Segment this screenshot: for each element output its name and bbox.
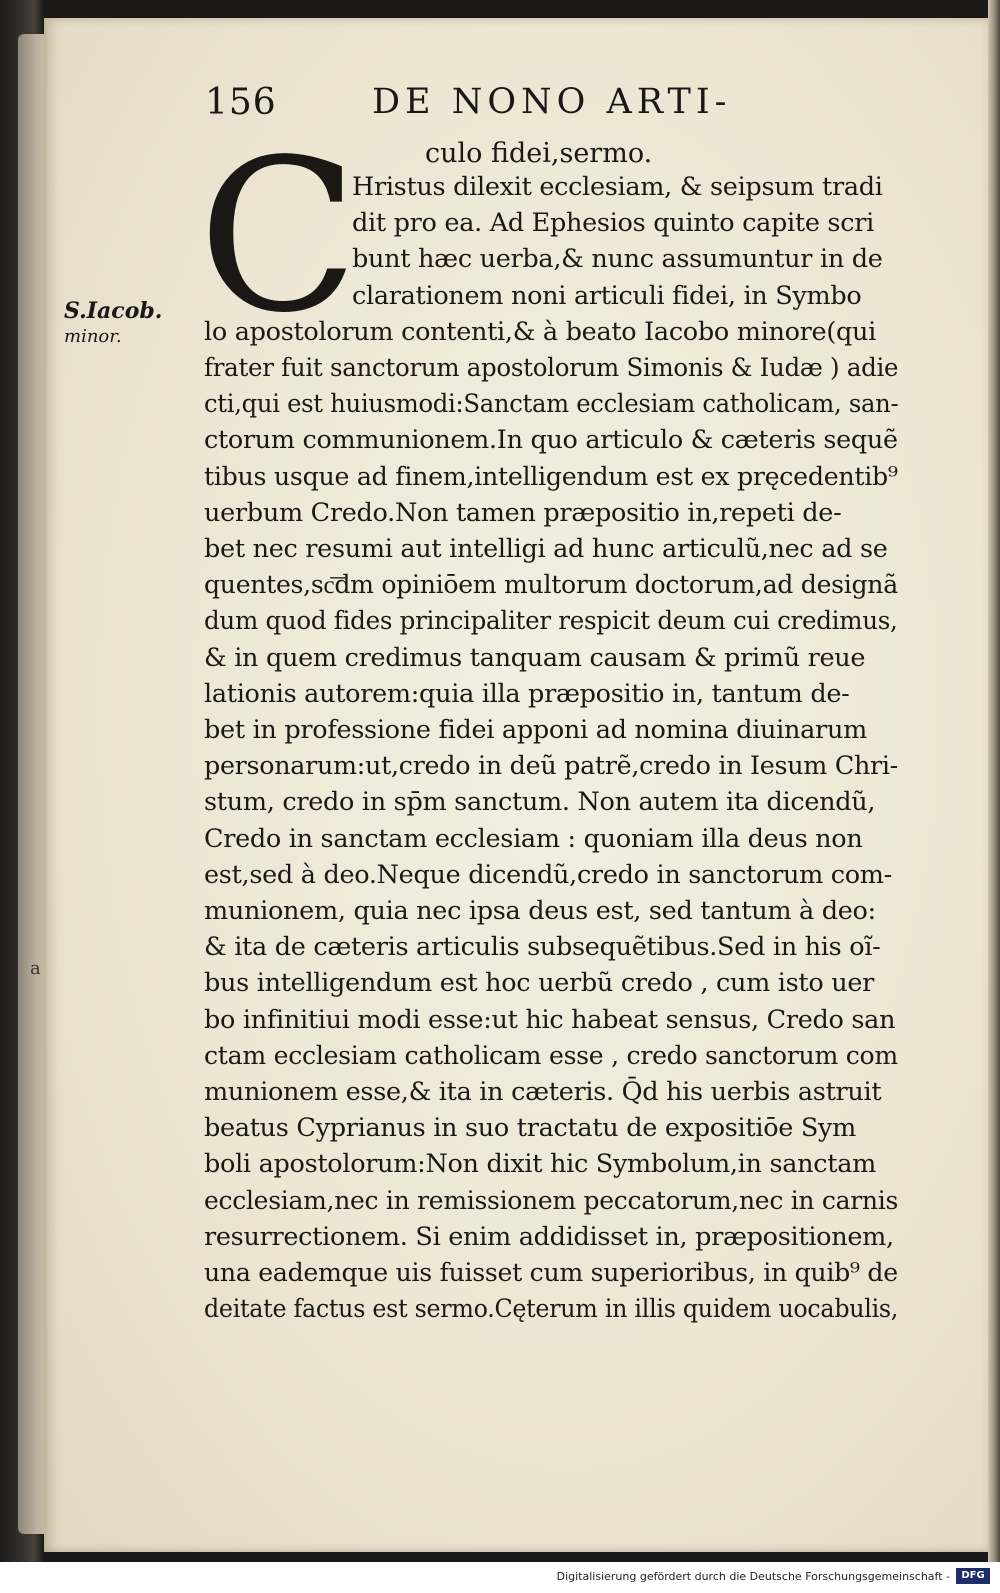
- text-line: quentes,sc͞dm opiniōem multorum doctorum,ad designã: [204, 570, 898, 601]
- text-line: lo apostolorum contenti,& à beato Iacobo minore(qui: [204, 316, 876, 347]
- text-line: ecclesiam,nec in remissionem peccatorum,nec in carnis: [204, 1185, 899, 1216]
- text-line: Hristus dilexit ecclesiam, & seipsum tradi: [352, 172, 883, 202]
- running-title: DE NONO ARTI-: [372, 82, 732, 122]
- text-line: frater fuit sanctorum apostolorum Simonis & Iudæ ) adie: [204, 353, 899, 383]
- text-line: lationis autorem:quia illa præpositio in, tantum de-: [204, 678, 850, 709]
- section-subtitle: culo fidei,sermo.: [425, 138, 653, 169]
- text-line: dit pro ea. Ad Ephesios quinto capite scri: [352, 208, 874, 239]
- text-line: ctorum communionem.In quo articulo & cæteris sequẽ: [204, 425, 898, 456]
- text-line: bunt hæc uerba,& nunc assumuntur in de: [352, 244, 883, 275]
- text-line: clarationem noni articuli fidei, in Symbo: [352, 280, 862, 311]
- stray-mark: a: [30, 958, 41, 979]
- page-number: 156: [205, 82, 277, 123]
- text-line: deitate factus est sermo.Cęterum in illis quidem uocabulis,: [204, 1294, 899, 1325]
- footer-credit: Digitalisierung gefördert durch die Deutsche Forschungsgemeinschaft -: [556, 1570, 950, 1583]
- text-line: uerbum Credo.Non tamen præpositio in,repeti de-: [204, 497, 842, 528]
- text-line: munionem, quia nec ipsa deus est, sed tantum à deo:: [204, 896, 876, 926]
- text-line: beatus Cyprianus in suo tractatu de expositiōe Sym: [204, 1113, 857, 1144]
- margin-note: S.Iacob.: [64, 298, 163, 324]
- margin-note: minor.: [64, 326, 122, 347]
- text-line: Credo in sanctam ecclesiam : quoniam illa deus non: [204, 823, 863, 854]
- text-line: personarum:ut,credo in deũ patrẽ,credo in Iesum Chri-: [204, 751, 898, 782]
- text-line: bet in professione fidei apponi ad nomina diuinarum: [204, 715, 867, 745]
- text-line: est,sed à deo.Neque dicendũ,credo in sanctorum com-: [204, 859, 892, 890]
- text-line: bo infinitiui modi esse:ut hic habeat sensus, Credo san: [204, 1004, 896, 1035]
- page-edge-shadow: [988, 0, 1000, 1562]
- text-line: tibus usque ad finem,intelligendum est ex pręcedentib⁹: [204, 461, 898, 492]
- text-line: ctam ecclesiam catholicam esse , credo sanctorum com: [204, 1040, 898, 1071]
- text-line: dum quod fides principaliter respicit deum cui credimus,: [204, 606, 898, 637]
- text-line: cti,qui est huiusmodi:Sanctam ecclesiam catholicam, san-: [204, 389, 899, 420]
- text-line: una eademque uis fuisset cum superioribus, in quib⁹ de: [204, 1258, 898, 1288]
- text-line: bus intelligendum est hoc uerbũ credo , cum isto uer: [204, 968, 875, 999]
- text-line: boli apostolorum:Non dixit hic Symbolum,in sanctam: [204, 1149, 876, 1180]
- text-line: & in quem credimus tanquam causam & primũ reue: [204, 642, 866, 673]
- text-line: resurrectionem. Si enim addidisset in, præpositionem,: [204, 1221, 894, 1252]
- footer-bar: [0, 1562, 1000, 1593]
- text-line: munionem esse,& ita in cæteris. Q̄d his uerbis astruit: [204, 1077, 882, 1107]
- drop-capital: C: [198, 114, 359, 359]
- text-line: & ita de cæteris articulis subsequẽtibus.Sed in his oĩ-: [204, 932, 881, 963]
- text-line: bet nec resumi aut intelligi ad hunc articulũ,nec ad se: [204, 534, 888, 564]
- dfg-logo: DFG: [956, 1568, 990, 1584]
- text-line: stum, credo in sp̄m sanctum. Non autem ita dicendũ,: [204, 787, 876, 818]
